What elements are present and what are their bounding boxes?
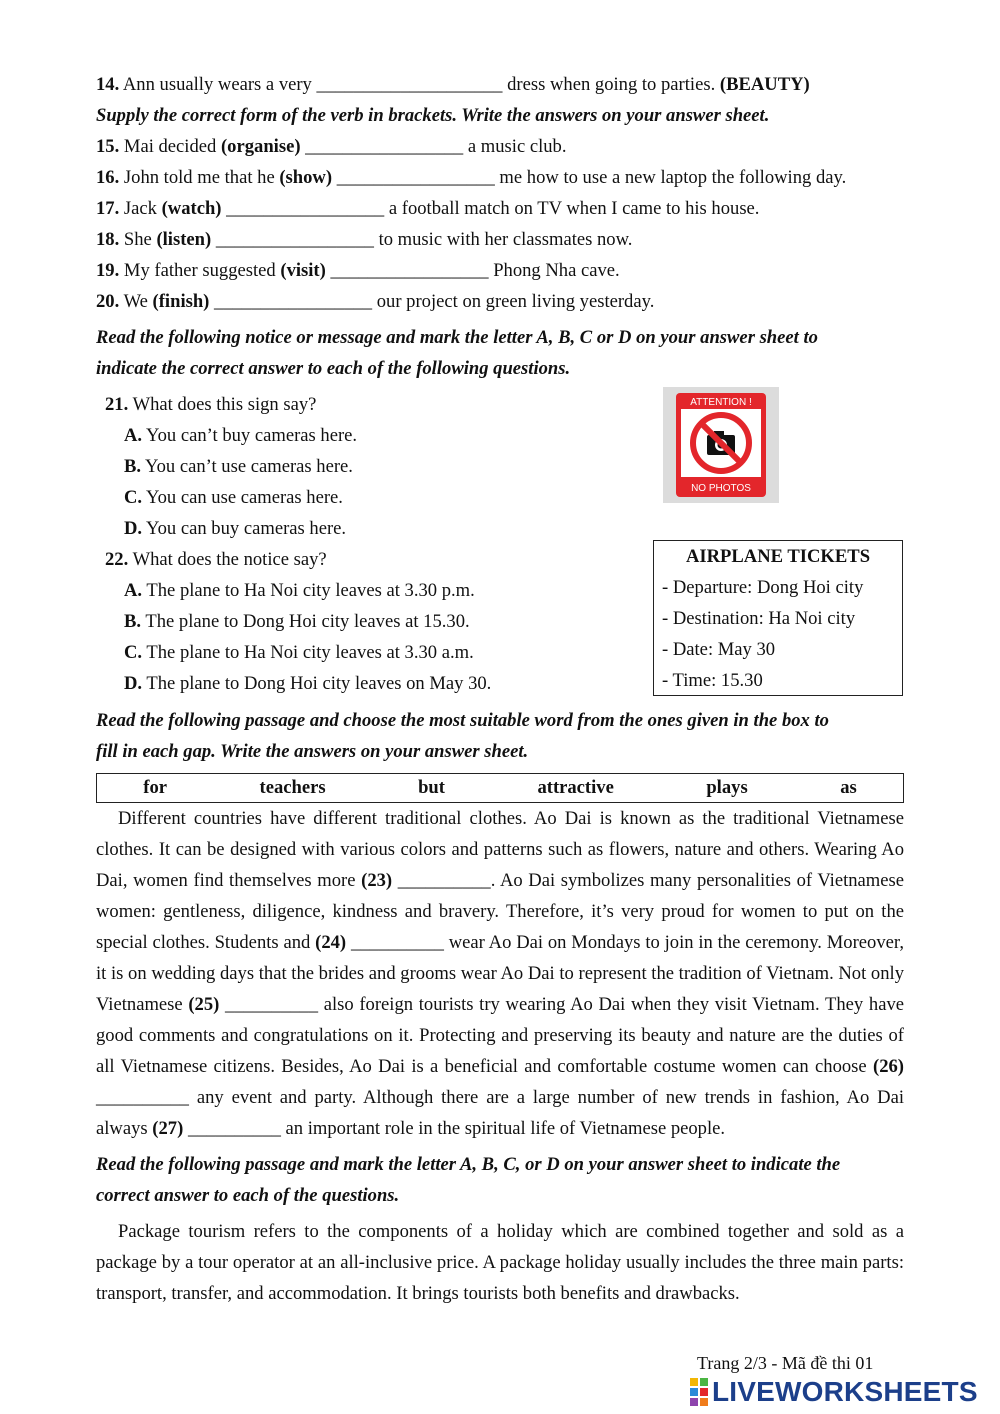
no-photos-sign (663, 387, 779, 503)
word-option: attractive (537, 777, 614, 798)
verb-cue: (watch) (161, 198, 222, 219)
word-option: but (418, 777, 445, 798)
sign-top-text: ATTENTION ! (690, 397, 752, 408)
option-c[interactable] (96, 482, 904, 513)
question-14 (96, 69, 904, 100)
question-number: 15. (96, 136, 120, 157)
passage-text: __________ any event and party. Although there are a large number of new trends in fashion, Ao Dai always (96, 1087, 904, 1139)
notice-row: - Date: May 30 (662, 639, 776, 660)
logo-text: LIVEWORKSHEETS (712, 1376, 978, 1407)
airplane-ticket-notice (653, 540, 903, 696)
question-text: me how to use a new laptop the following day. (499, 167, 847, 188)
passage-text: __________ wear Ao Dai on Mondays to join in the ceremony. Moreover, it is on wedding days that the brides and grooms wear Ao Dai to represent the tradition of Vietnam. Not only Vietnamese (96, 932, 904, 1015)
question-text: Jack (123, 198, 157, 219)
question-text: our project on green living yesterday. (376, 291, 655, 312)
option-letter: B. (124, 611, 142, 632)
answer-blank[interactable]: _________________ (226, 198, 385, 219)
sign-bottom-text: NO PHOTOS (691, 483, 751, 494)
option-text: The plane to Ha Noi city leaves at 3.30 p.m. (146, 580, 475, 601)
liveworksheets-logo (690, 1376, 978, 1408)
gap-25: (25) (188, 994, 220, 1015)
notice-row: - Departure: Dong Hoi city (662, 577, 864, 598)
option-letter: A. (124, 580, 143, 601)
option-text: You can buy cameras here. (146, 518, 347, 539)
option-text: The plane to Dong Hoi city leaves at 15.30. (145, 611, 470, 632)
verb-cue: (show) (279, 167, 333, 188)
instruction-verbs: Supply the correct form of the verb in brackets. Write the answers on your answer sheet. (96, 105, 770, 126)
question-text: to music with her classmates now. (378, 229, 633, 250)
question-15 (96, 131, 904, 162)
word-option: plays (706, 777, 748, 798)
passage-text: Package tourism refers to the components of a holiday which are combined together and sold as a package by a tour operator at an all-inclusive price. A package holiday usually includes the three main parts: transport, transfer, and accommodation. It brings tourists both benefits and drawbacks. (96, 1221, 904, 1304)
question-number: 18. (96, 229, 120, 250)
question-number: 17. (96, 198, 120, 219)
question-text: Mai decided (123, 136, 217, 157)
instruction-reading-cont: correct answer to each of the questions. (96, 1185, 400, 1206)
question-19 (96, 255, 904, 286)
gap-24: (24) (315, 932, 347, 953)
answer-blank[interactable]: _________________ (214, 291, 373, 312)
question-text: We (123, 291, 148, 312)
gap-27: (27) (152, 1118, 184, 1139)
question-number: 14. (96, 74, 120, 95)
answer-blank[interactable]: _________________ (330, 260, 489, 281)
question-number: 19. (96, 260, 120, 281)
worksheet-page (96, 69, 904, 1309)
instruction-notice: Read the following notice or message and mark the letter A, B, C or D on your answer sheet to (96, 327, 818, 348)
question-text: Ann usually wears a very (122, 74, 312, 95)
question-text: What does this sign say? (132, 394, 317, 415)
notice-row: - Time: 15.30 (662, 670, 763, 691)
answer-blank[interactable]: _________________ (215, 229, 374, 250)
option-letter: C. (124, 487, 143, 508)
question-text: dress when going to parties. (507, 74, 716, 95)
instruction-reading: Read the following passage and mark the letter A, B, C, or D on your answer sheet to indicate the (96, 1154, 841, 1175)
verb-cue: (visit) (280, 260, 326, 281)
answer-blank[interactable]: ____________________ (316, 74, 503, 95)
passage-text: Different countries have different traditional clothes. Ao Dai is known as the traditional Vietnamese clothes. It can be designed with various colors and patterns such as flowers, nature and others. Wearing Ao Dai, women find themselves more (96, 808, 904, 891)
question-number: 16. (96, 167, 120, 188)
notice-row: - Destination: Ha Noi city (662, 608, 856, 629)
option-text: The plane to Ha Noi city leaves at 3.30 a.m. (146, 642, 474, 663)
logo-icon (690, 1378, 708, 1406)
verb-cue: (organise) (220, 136, 301, 157)
question-text: Phong Nha cave. (493, 260, 620, 281)
question-text: She (123, 229, 152, 250)
question-text: a music club. (467, 136, 567, 157)
option-text: You can’t buy cameras here. (146, 425, 358, 446)
question-18 (96, 224, 904, 255)
passage-text: __________ also foreign tourists try wearing Ao Dai when they visit Vietnam. They have good comments and congratulations on it. Protecting and preserving its beauty and nature are the duties of all Vietnamese citizens. Besides, Ao Dai is a beneficial and comfortable costume women can choose (96, 994, 905, 1077)
question-text: a football match on TV when I came to his house. (388, 198, 760, 219)
passage-text: __________ an important role in the spiritual life of Vietnamese people. (187, 1118, 726, 1139)
notice-title: AIRPLANE TICKETS (685, 546, 871, 567)
option-text: The plane to Dong Hoi city leaves on May 30. (146, 673, 492, 694)
word-option: as (840, 777, 857, 798)
word-option: teachers (259, 777, 326, 798)
gap-26: (26) (873, 1056, 904, 1077)
option-letter: D. (124, 518, 143, 539)
question-text: What does the notice say? (132, 549, 327, 570)
word-cue: (BEAUTY) (719, 74, 810, 95)
option-letter: D. (124, 673, 143, 694)
option-b[interactable] (96, 451, 904, 482)
question-text: John told me that he (123, 167, 275, 188)
instruction-word-box-cont: fill in each gap. Write the answers on your answer sheet. (96, 741, 529, 762)
verb-cue: (listen) (156, 229, 212, 250)
question-number: 22. (105, 549, 129, 570)
instruction-word-box: Read the following passage and choose the most suitable word from the ones given in the box to (96, 710, 829, 731)
question-text: My father suggested (123, 260, 276, 281)
option-letter: C. (124, 642, 143, 663)
ao-dai-passage (96, 803, 904, 1144)
question-number: 21. (105, 394, 129, 415)
question-17 (96, 193, 904, 224)
question-16 (96, 162, 904, 193)
word-option: for (143, 777, 167, 798)
option-letter: B. (124, 456, 142, 477)
question-21 (96, 389, 904, 544)
option-text: You can use cameras here. (146, 487, 343, 508)
no-camera-icon (675, 392, 767, 498)
question-20 (96, 286, 904, 317)
package-tourism-passage (96, 1216, 904, 1309)
answer-blank[interactable]: _________________ (336, 167, 495, 188)
option-letter: A. (124, 425, 143, 446)
verb-cue: (finish) (152, 291, 210, 312)
word-box (96, 773, 904, 803)
gap-23: (23) (361, 870, 393, 891)
instruction-notice-cont: indicate the correct answer to each of the following questions. (96, 358, 571, 379)
option-a[interactable] (96, 420, 904, 451)
option-text: You can’t use cameras here. (145, 456, 353, 477)
verb-questions (96, 131, 904, 317)
question-22 (96, 544, 904, 699)
question-number: 20. (96, 291, 120, 312)
page-footer: Trang 2/3 - Mã đề thi 01 (697, 1353, 874, 1373)
answer-blank[interactable]: _________________ (305, 136, 464, 157)
passage-text: __________. Ao Dai symbolizes many personalities of Vietnamese women: gentleness, diligence, kindness and bravery. Therefore, it’s very proud for women to put on the special clothes. Students and (96, 870, 904, 953)
